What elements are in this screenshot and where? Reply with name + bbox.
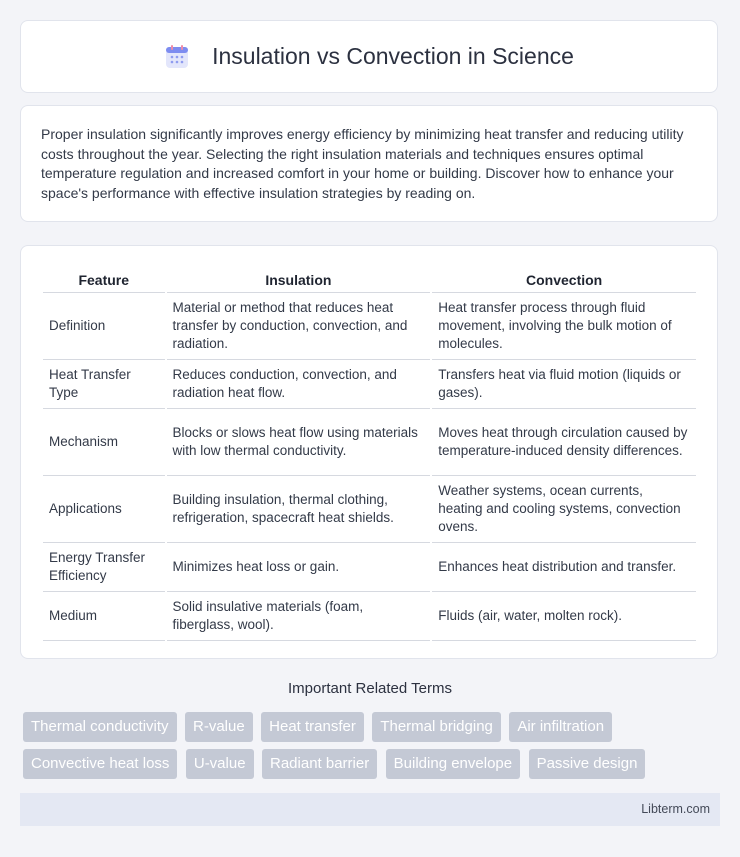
term-chip[interactable]: Thermal bridging xyxy=(372,712,501,742)
term-chip[interactable]: Air infiltration xyxy=(509,712,612,742)
table-cell-feature: Energy Transfer Efficiency xyxy=(43,543,165,592)
table-row xyxy=(43,360,696,409)
related-terms-title: Important Related Terms xyxy=(288,680,452,697)
comparison-table xyxy=(41,266,698,641)
page-title: Insulation vs Convection in Science xyxy=(212,43,574,69)
intro-text: Proper insulation significantly improves energy efficiency by minimizing heat transfer and reducing utility costs throughout the year. Selecting the right insulation materials and techniques ensures optimal temperature regulation and increased comfort in your home or building. Discover how to enhance your space's performance with effective insulation strategies by reading on. xyxy=(41,126,684,201)
calendar-icon xyxy=(164,44,190,70)
table-cell-convection: Weather systems, ocean currents, heating and cooling systems, convection ovens. xyxy=(432,476,696,543)
table-cell-convection: Heat transfer process through fluid movement, involving the bulk motion of molecules. xyxy=(432,293,696,360)
related-terms xyxy=(23,712,723,786)
table-cell-convection: Transfers heat via fluid motion (liquids or gases). xyxy=(432,360,696,409)
term-chip[interactable]: Thermal conductivity xyxy=(23,712,177,742)
term-chip[interactable]: Building envelope xyxy=(386,749,520,779)
term-chip[interactable]: Radiant barrier xyxy=(262,749,377,779)
table-cell-feature: Mechanism xyxy=(43,409,165,476)
table-row xyxy=(43,293,696,360)
table-cell-feature: Applications xyxy=(43,476,165,543)
intro-card xyxy=(20,105,718,222)
table-cell-insulation: Blocks or slows heat flow using materials with low thermal conductivity. xyxy=(167,409,431,476)
table-cell-convection: Enhances heat distribution and transfer. xyxy=(432,543,696,592)
header-convection: Convection xyxy=(432,266,696,293)
term-chip[interactable]: U-value xyxy=(186,749,254,779)
table-cell-feature: Heat Transfer Type xyxy=(43,360,165,409)
table-row xyxy=(43,476,696,543)
footer xyxy=(20,793,720,826)
comparison-table-card xyxy=(20,245,718,659)
table-cell-feature: Medium xyxy=(43,592,165,641)
table-cell-insulation: Minimizes heat loss or gain. xyxy=(167,543,431,592)
footer-site-link[interactable]: Libterm.com xyxy=(641,802,710,816)
table-cell-convection: Moves heat through circulation caused by temperature-induced density differences. xyxy=(432,409,696,476)
table-cell-insulation: Solid insulative materials (foam, fiberglass, wool). xyxy=(167,592,431,641)
term-chip[interactable]: R-value xyxy=(185,712,253,742)
term-chip[interactable]: Passive design xyxy=(529,749,646,779)
table-row xyxy=(43,592,696,641)
table-cell-convection: Fluids (air, water, molten rock). xyxy=(432,592,696,641)
table-cell-insulation: Material or method that reduces heat transfer by conduction, convection, and radiation. xyxy=(167,293,431,360)
term-chip[interactable]: Heat transfer xyxy=(261,712,364,742)
table-cell-insulation: Reduces conduction, convection, and radiation heat flow. xyxy=(167,360,431,409)
table-row xyxy=(43,543,696,592)
title-card xyxy=(20,20,718,93)
table-cell-insulation: Building insulation, thermal clothing, refrigeration, spacecraft heat shields. xyxy=(167,476,431,543)
term-chip[interactable]: Convective heat loss xyxy=(23,749,177,779)
table-cell-feature: Definition xyxy=(43,293,165,360)
table-row xyxy=(43,409,696,476)
table-header-row xyxy=(43,266,696,293)
header-insulation: Insulation xyxy=(167,266,431,293)
header-feature: Feature xyxy=(43,266,165,293)
